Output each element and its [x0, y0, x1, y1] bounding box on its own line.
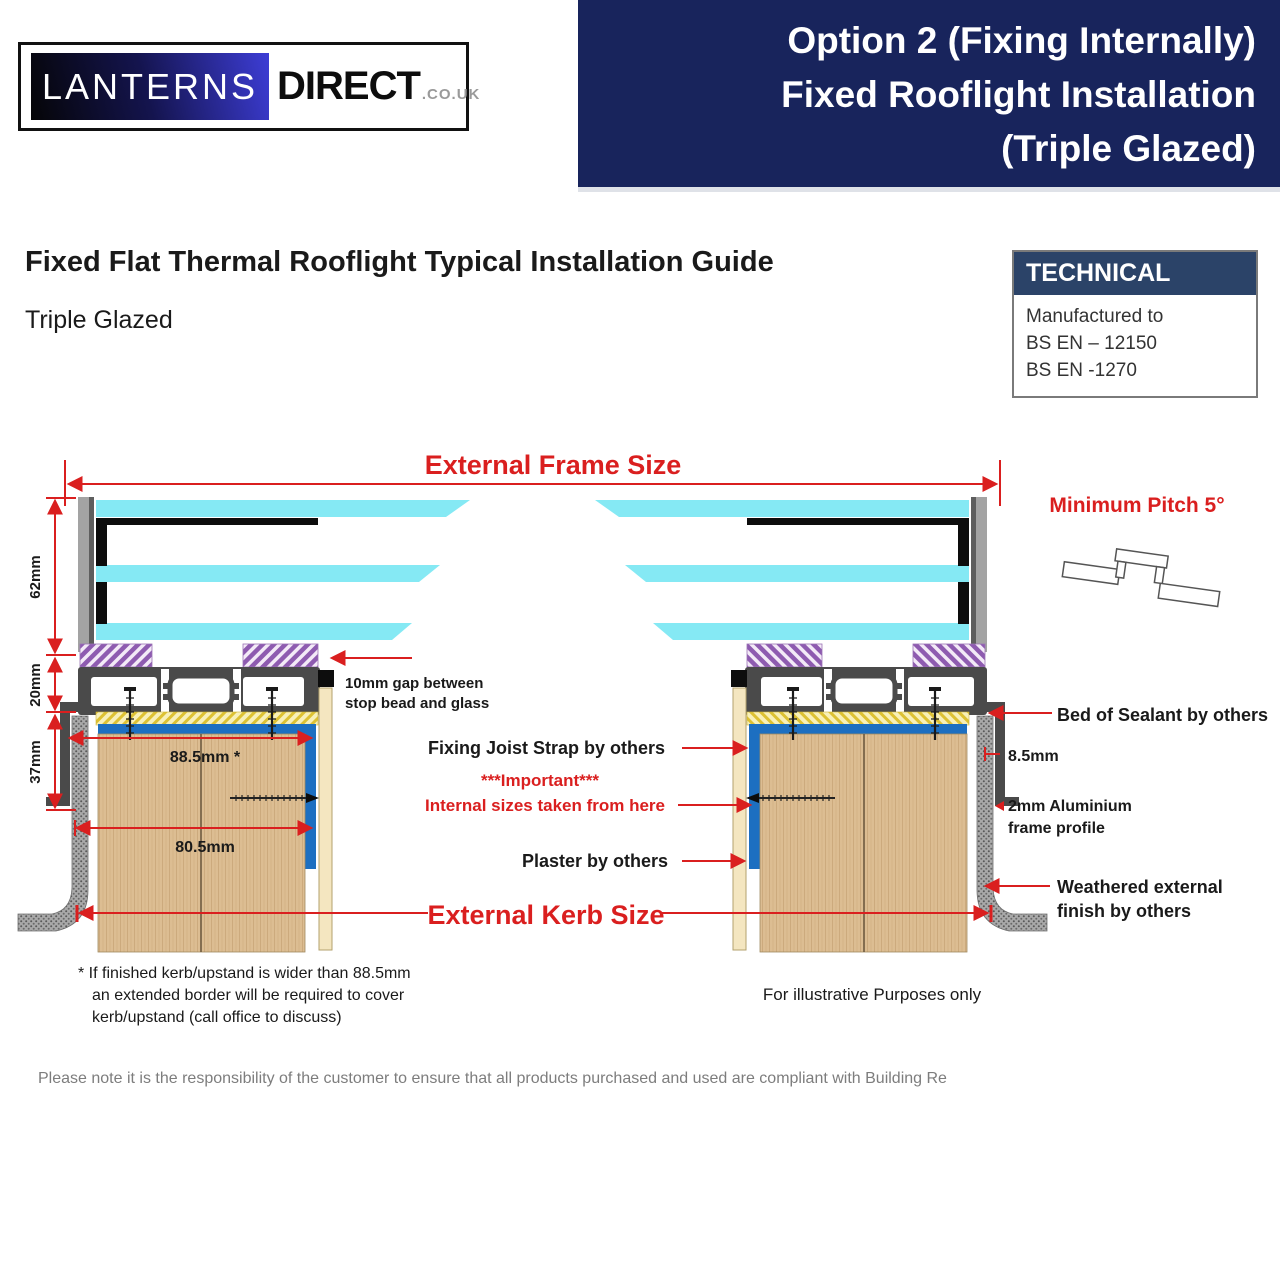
important-label: ***Important***: [480, 771, 600, 790]
technical-line-3: BS EN -1270: [1026, 360, 1137, 381]
logo-lanterns-text: LANTERNS: [31, 53, 269, 120]
minimum-pitch-label: Minimum Pitch 5°: [1049, 494, 1225, 517]
technical-header: TECHNICAL: [1014, 252, 1256, 295]
plaster-label: Plaster by others: [521, 851, 668, 871]
technical-line-1: Manufactured to: [1026, 306, 1164, 327]
internal-sizes-label: Internal sizes taken from here: [425, 796, 665, 815]
weathered-finish-line-1: Weathered external: [1057, 877, 1223, 897]
illustrative-caption: For illustrative Purposes only: [762, 985, 982, 1004]
banner-line-2: Fixed Rooflight Installation: [781, 74, 1256, 115]
bed-of-sealant-label: Bed of Sealant by others: [1057, 705, 1269, 725]
gap-note-line-1: 10mm gap between: [345, 675, 484, 692]
pitch-icon: [1061, 542, 1223, 607]
aluminium-profile-annotation: [995, 798, 1132, 837]
title-banner: [578, 0, 1280, 192]
external-kerb-size-label: External Kerb Size: [427, 900, 665, 930]
fixing-joist-label: Fixing Joist Strap by others: [427, 738, 665, 758]
technical-box: [1012, 250, 1258, 398]
bed-of-sealant-annotation: [990, 705, 1268, 725]
compliance-note: Please note it is the responsibility of the customer to ensure that all products purchased and used are compliant with Building Re: [38, 1070, 947, 1087]
dimension-37mm: 37mm: [27, 740, 44, 784]
gap-note-line-2: stop bead and glass: [345, 695, 490, 712]
external-frame-size-label: External Frame Size: [424, 450, 682, 480]
fixing-joist-annotation: [428, 738, 746, 758]
aluminium-profile-line-2: frame profile: [1008, 820, 1105, 837]
banner-line-3: (Triple Glazed): [1001, 128, 1256, 169]
footnote-line-2: an extended border will be required to cover: [92, 987, 405, 1004]
banner-line-1: Option 2 (Fixing Internally): [787, 20, 1256, 61]
footnote-line-1: * If finished kerb/upstand is wider than 88.5mm: [78, 965, 411, 982]
kerb-footnote: [78, 965, 411, 1026]
external-frame-size-dimension: [65, 450, 1000, 506]
dimension-88-5mm: 88.5mm *: [169, 749, 241, 766]
dimension-80-5mm: 80.5mm: [175, 839, 235, 856]
left-cross-section: [18, 497, 470, 952]
dimension-8-5mm: 8.5mm: [1008, 748, 1059, 765]
weathered-finish-line-2: finish by others: [1057, 901, 1192, 921]
dimension-62mm: 62mm: [27, 555, 44, 599]
footnote-line-3: kerb/upstand (call office to discuss): [92, 1009, 342, 1026]
technical-body: [1014, 295, 1256, 396]
minimum-pitch-annotation: [1049, 494, 1224, 607]
aluminium-profile-line-1: 2mm Aluminium: [1008, 798, 1132, 815]
plaster-annotation: [522, 851, 744, 871]
page-title: Fixed Flat Thermal Rooflight Typical Installation Guide: [25, 246, 774, 278]
dimension-20mm: 20mm: [27, 663, 44, 707]
installation-cross-section-diagram: [0, 440, 1280, 1080]
page-subtitle: Triple Glazed: [25, 306, 173, 334]
logo-direct-text: DIRECT: [277, 64, 420, 108]
internal-sizes-annotation: [425, 796, 750, 815]
technical-line-2: BS EN – 12150: [1026, 333, 1157, 354]
right-cross-section: [595, 497, 1047, 952]
lanterns-direct-logo: [18, 42, 481, 131]
logo-tld-text: .CO.UK: [421, 86, 481, 103]
gap-note: [332, 658, 489, 712]
